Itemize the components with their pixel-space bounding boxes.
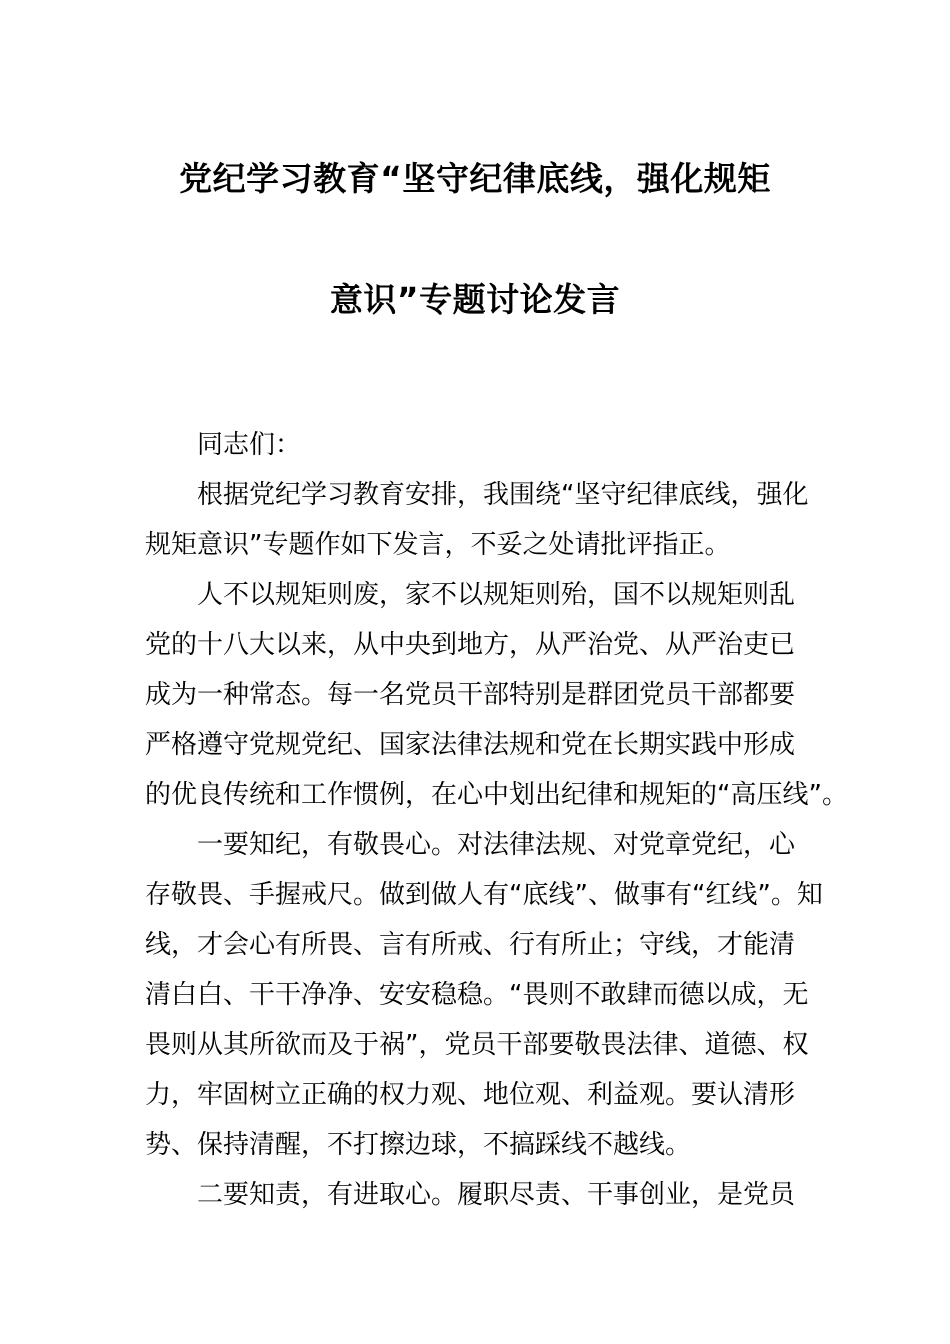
body-line: 清白白、干干净净、安安稳稳。“畏则不敢肆而德以成，无 [145, 980, 809, 1010]
body-line-salutation: 同志们： [197, 430, 302, 460]
body-line: 存敬畏、手握戒尺。做到做人有“底线”、做事有“红线”。知 [145, 880, 823, 910]
body-line: 二要知责，有进取心。履职尽责、干事创业，是党员 [197, 1180, 796, 1210]
body-line: 一要知纪，有敬畏心。对法律法规、对党章党纪，心 [197, 830, 796, 860]
body-line: 力，牢固树立正确的权力观、地位观、利益观。要认清形 [145, 1080, 796, 1110]
body-line: 根据党纪学习教育安排，我围绕“坚守纪律底线，强化 [197, 480, 809, 510]
body-line: 势、保持清醒，不打擦边球，不搞踩线不越线。 [145, 1130, 692, 1160]
document-title-line-2: 意识”专题讨论发言 [329, 280, 621, 319]
body-line: 规矩意识”专题作如下发言，不妥之处请批评指正。 [145, 530, 731, 560]
body-line: 严格遵守党规党纪、国家法律法规和党在长期实践中形成 [145, 730, 796, 760]
body-line: 人不以规矩则废，家不以规矩则殆，国不以规矩则乱 [197, 580, 796, 610]
body-line: 畏则从其所欲而及于祸”，党员干部要敬畏法律、道德、权 [145, 1030, 809, 1060]
body-line: 线，才会心有所畏、言有所戒、行有所止；守线，才能清 [145, 930, 796, 960]
body-line: 党的十八大以来，从中央到地方，从严治党、从严治吏已 [145, 630, 796, 660]
document-title-line-1: 党纪学习教育“坚守纪律底线，强化规矩 [179, 159, 771, 198]
body-line: 成为一种常态。每一名党员干部特别是群团党员干部都要 [145, 680, 796, 710]
document-body [145, 420, 848, 1220]
body-line: 的优良传统和工作惯例，在心中划出纪律和规矩的“高压线”。 [145, 780, 848, 810]
